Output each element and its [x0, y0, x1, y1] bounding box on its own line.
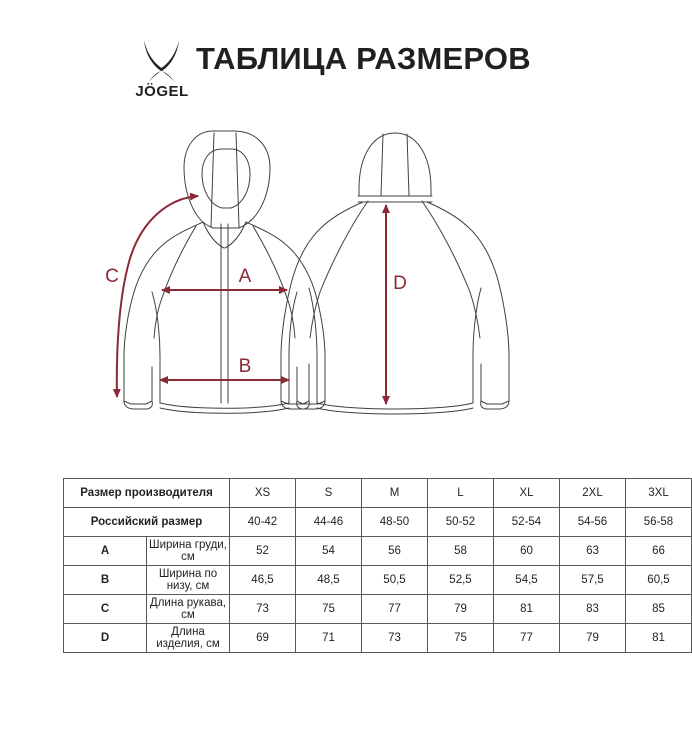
- measure-marker-a: [162, 266, 287, 290]
- table-row-d: [64, 624, 692, 653]
- measure-description-d: Длина изделия, см: [147, 624, 230, 653]
- measure-value-d-m: 73: [362, 624, 428, 653]
- measure-value-d-s: 71: [296, 624, 362, 653]
- manufacturer-size-l: L: [428, 479, 494, 508]
- measure-value-d-xs: 69: [230, 624, 296, 653]
- table-row-c: [64, 595, 692, 624]
- measure-code-a: A: [64, 537, 147, 566]
- russian-size-3xl: 56-58: [626, 508, 692, 537]
- size-table: [63, 478, 692, 653]
- russian-size-l: 50-52: [428, 508, 494, 537]
- table-row-manufacturer-sizes: [64, 479, 692, 508]
- measure-value-b-s: 48,5: [296, 566, 362, 595]
- measure-value-a-s: 54: [296, 537, 362, 566]
- table-row-a: [64, 537, 692, 566]
- measure-value-b-3xl: 60,5: [626, 566, 692, 595]
- measure-marker-b: [160, 356, 289, 380]
- manufacturer-size-2xl: 2XL: [560, 479, 626, 508]
- measure-value-c-xs: 73: [230, 595, 296, 624]
- russian-size-s: 44-46: [296, 508, 362, 537]
- russian-size-xs: 40-42: [230, 508, 296, 537]
- measure-code-c: C: [64, 595, 147, 624]
- measure-code-d: D: [64, 624, 147, 653]
- russian-size-label: Российский размер: [64, 508, 230, 537]
- brand-logo: [133, 38, 191, 106]
- russian-size-xl: 52-54: [494, 508, 560, 537]
- header: [0, 0, 624, 115]
- measure-description-a: Ширина груди, см: [147, 537, 230, 566]
- jacket-illustration: [0, 112, 624, 432]
- manufacturer-size-xs: XS: [230, 479, 296, 508]
- jogel-wing-icon: [139, 38, 185, 84]
- table-row-russian-sizes: [64, 508, 692, 537]
- size-table-container: [63, 478, 674, 653]
- measure-value-c-2xl: 83: [560, 595, 626, 624]
- measure-value-b-2xl: 57,5: [560, 566, 626, 595]
- measure-value-c-xl: 81: [494, 595, 560, 624]
- measure-value-a-m: 56: [362, 537, 428, 566]
- measure-value-a-l: 58: [428, 537, 494, 566]
- manufacturer-size-s: S: [296, 479, 362, 508]
- brand-logo-text: JÖGEL: [135, 83, 189, 100]
- jacket-diagram-svg: [0, 112, 624, 432]
- measure-value-d-2xl: 79: [560, 624, 626, 653]
- measure-label-b: B: [238, 356, 252, 377]
- page-title: ТАБЛИЦА РАЗМЕРОВ: [196, 41, 531, 76]
- measure-value-a-2xl: 63: [560, 537, 626, 566]
- measure-value-d-3xl: 81: [626, 624, 692, 653]
- measure-description-c: Длина рукава, см: [147, 595, 230, 624]
- measure-value-a-3xl: 66: [626, 537, 692, 566]
- measure-value-b-m: 50,5: [362, 566, 428, 595]
- measure-value-a-xl: 60: [494, 537, 560, 566]
- measure-value-a-xs: 52: [230, 537, 296, 566]
- measure-value-d-l: 75: [428, 624, 494, 653]
- measure-label-d: D: [393, 273, 407, 294]
- measure-value-b-l: 52,5: [428, 566, 494, 595]
- measure-value-c-s: 75: [296, 595, 362, 624]
- measure-value-c-3xl: 85: [626, 595, 692, 624]
- measure-value-c-l: 79: [428, 595, 494, 624]
- manufacturer-size-xl: XL: [494, 479, 560, 508]
- measure-marker-d: [386, 205, 407, 404]
- measure-value-b-xl: 54,5: [494, 566, 560, 595]
- measure-label-c: C: [105, 266, 119, 287]
- russian-size-m: 48-50: [362, 508, 428, 537]
- measure-value-b-xs: 46,5: [230, 566, 296, 595]
- measure-description-b: Ширина по низу, см: [147, 566, 230, 595]
- manufacturer-size-3xl: 3XL: [626, 479, 692, 508]
- table-row-b: [64, 566, 692, 595]
- manufacturer-size-label: Размер производителя: [64, 479, 230, 508]
- measure-code-b: B: [64, 566, 147, 595]
- measure-value-c-m: 77: [362, 595, 428, 624]
- measure-label-a: A: [238, 266, 252, 287]
- manufacturer-size-m: M: [362, 479, 428, 508]
- measure-value-d-xl: 77: [494, 624, 560, 653]
- russian-size-2xl: 54-56: [560, 508, 626, 537]
